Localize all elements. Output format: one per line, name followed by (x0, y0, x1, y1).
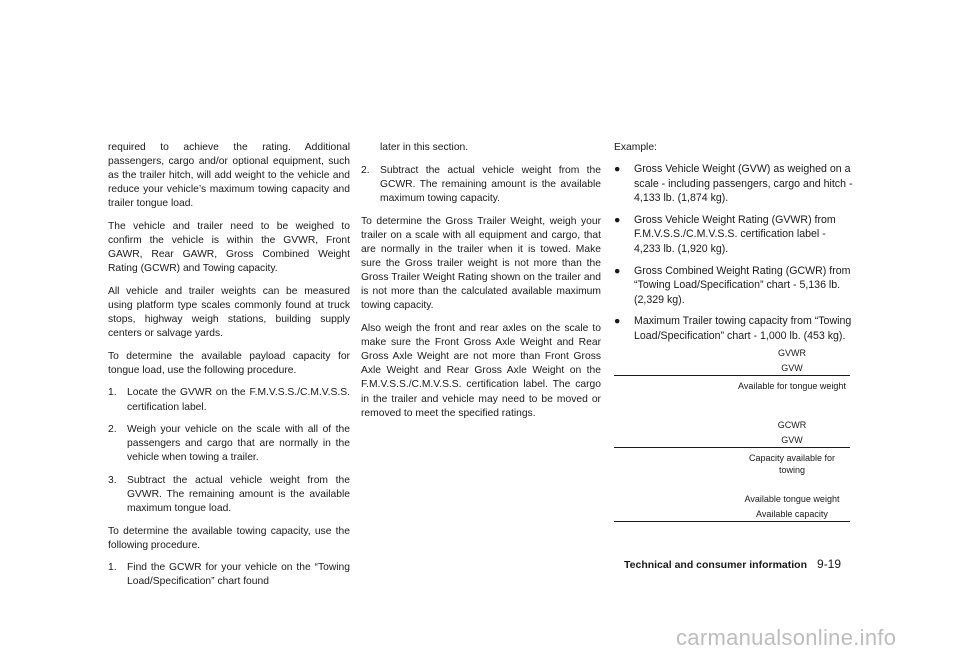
step-text: Weigh your vehicle on the scale with all of the passengers and cargo that are normally in the vehicle when towing a trailer. (127, 424, 350, 464)
paragraph: To determine the available payload capacity for tongue load, use the following procedure. (108, 350, 350, 376)
bullet-item (614, 213, 854, 257)
section-title: Technical and consumer information (624, 559, 808, 571)
step-item (108, 386, 350, 414)
step-text: Subtract the actual vehicle weight from the GCWR. The remaining amount is the available maximum towing capacity. (380, 165, 601, 205)
bullet-icon: ● (614, 315, 621, 328)
paragraph: Also weigh the front and rear axles on the scale to make sure the Front Gross Axle Weight and Rear Gross Axle Weight are not more than Front Gross Axle Weight and Rear Gross Axle Weight on the F.M.V.S.S./C.M.V.S.S. certification label. The cargo in the trailer and vehicle may need to be moved or removed to meet the specified ratings. (361, 323, 601, 419)
step-number: 2. (108, 424, 117, 436)
step-item (108, 561, 350, 589)
bullet-icon: ● (614, 213, 621, 226)
page-footer (624, 557, 841, 571)
paragraph: To determine the available towing capacity, use the following procedure. (108, 525, 350, 551)
bullet-text: Gross Vehicle Weight Rating (GVWR) from F.M.V.S.S./C.M.V.S.S. certification label - 4,233 lb. (1,920 kg). (634, 213, 836, 256)
step-text: Subtract the actual vehicle weight from the GVWR. The remaining amount is the available maximum tongue load. (127, 474, 350, 515)
column-right (614, 141, 854, 351)
step-number: 1. (108, 387, 117, 399)
bullet-text: Gross Vehicle Weight (GVW) as weighed on a scale - including passengers, cargo and hitch - 4,133 lb. (1,874 kg). (634, 163, 853, 205)
bullet-icon: ● (614, 163, 621, 176)
step-text: Find the GCWR for your vehicle on the “Towing Load/Specification” chart found (127, 562, 350, 588)
calc-tongue-label: Available for tongue weight (738, 381, 846, 391)
calc-gcwr-label: GCWR (777, 420, 807, 430)
example-heading: Example: (614, 142, 657, 153)
step-item (361, 164, 601, 206)
column-left (108, 141, 350, 598)
step-number: 3. (108, 474, 117, 486)
bullet-icon: ● (614, 264, 621, 277)
calc-denominator-label: Available capacity (756, 509, 828, 519)
paragraph: The vehicle and trailer need to be weighed to confirm the vehicle is within the GVWR, Front GAWR, Rear GAWR, Gross Combined Weight Rating (GCWR) and Towing capacity. (108, 220, 350, 275)
calc-gvw-label: GVW (781, 363, 803, 373)
step-number: 2. (361, 165, 370, 177)
calc-gvw-label: GVW (781, 435, 803, 445)
calc-divider (614, 375, 850, 376)
step-continuation: later in this section. (380, 142, 469, 153)
paragraph: required to achieve the rating. Additional passengers, cargo and/or optional equipment, such as the trailer hitch, will add weight to the vehicle and reduce your vehicle’s maximum towing capacity and trailer tongue load. (108, 142, 350, 210)
step-item (108, 423, 350, 465)
bullet-text: Maximum Trailer towing capacity from “Towing Load/Specification” chart - 1,000 lb. (453 kg). (634, 315, 852, 343)
step-text: Locate the GVWR on the F.M.V.S.S./C.M.V.S.S. certification label. (127, 387, 350, 413)
watermark: carmanualsonline.info (676, 625, 897, 650)
calc-divider (614, 521, 850, 522)
bullet-item (614, 314, 854, 343)
step-item (108, 474, 350, 516)
page-number: 9-19 (817, 557, 842, 571)
calc-numerator-label: Available tongue weight (744, 494, 840, 504)
column-middle (361, 141, 601, 429)
paragraph: To determine the Gross Trailer Weight, weigh your trailer on a scale with all equipment and cargo, that are normally in the trailer when it is towed. Make sure the Gross trailer weight is not more than the Gross Trailer Weight Rating shown on the trailer and is not more than the calculated available maximum towing capacity. (361, 215, 601, 312)
bullet-item (614, 162, 854, 206)
bullet-item (614, 264, 854, 308)
step-number: 1. (108, 562, 117, 574)
calc-capacity-label: Capacity available for towing (748, 453, 836, 475)
calc-divider (614, 447, 850, 448)
paragraph: All vehicle and trailer weights can be measured using platform type scales commonly found at truck stops, highway weigh stations, building supply centers or salvage yards. (108, 285, 350, 340)
bullet-text: Gross Combined Weight Rating (GCWR) from “Towing Load/Specification” chart - 5,136 lb. (2,329 kg). (634, 264, 851, 306)
calc-gvwr-label: GVWR (778, 348, 806, 358)
